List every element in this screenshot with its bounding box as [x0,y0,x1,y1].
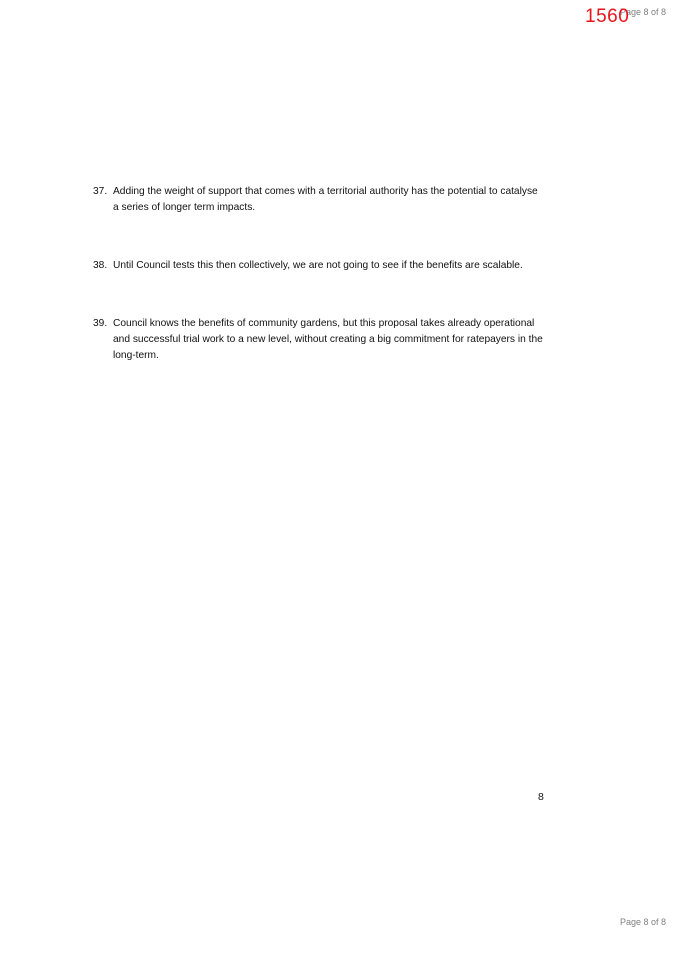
list-item-number: 39. [93,318,108,329]
list-item [93,316,543,364]
list-item [93,184,543,216]
list-item-text: Adding the weight of support that comes with a territorial authority has the potential to catalyse a series of longer term impacts. [113,186,538,213]
footer-page-label: Page 8 of 8 [619,917,666,927]
header-page-label: Page 8 of 8 [619,7,666,17]
numbered-list [93,184,543,364]
list-item [93,258,543,274]
list-item-number: 38. [93,260,108,271]
list-item-text: Council knows the benefits of community gardens, but this proposal takes already operational and successful trial work to a new level, without creating a big commitment for ratepayers in the long-term. [113,318,543,361]
list-item-number: 37. [93,186,108,197]
submission-number-stamp: 1560 [585,6,630,27]
list-item-text: Until Council tests this then collectively, we are not going to see if the benefits are scalable. [113,260,523,271]
page-number: 8 [538,791,544,803]
